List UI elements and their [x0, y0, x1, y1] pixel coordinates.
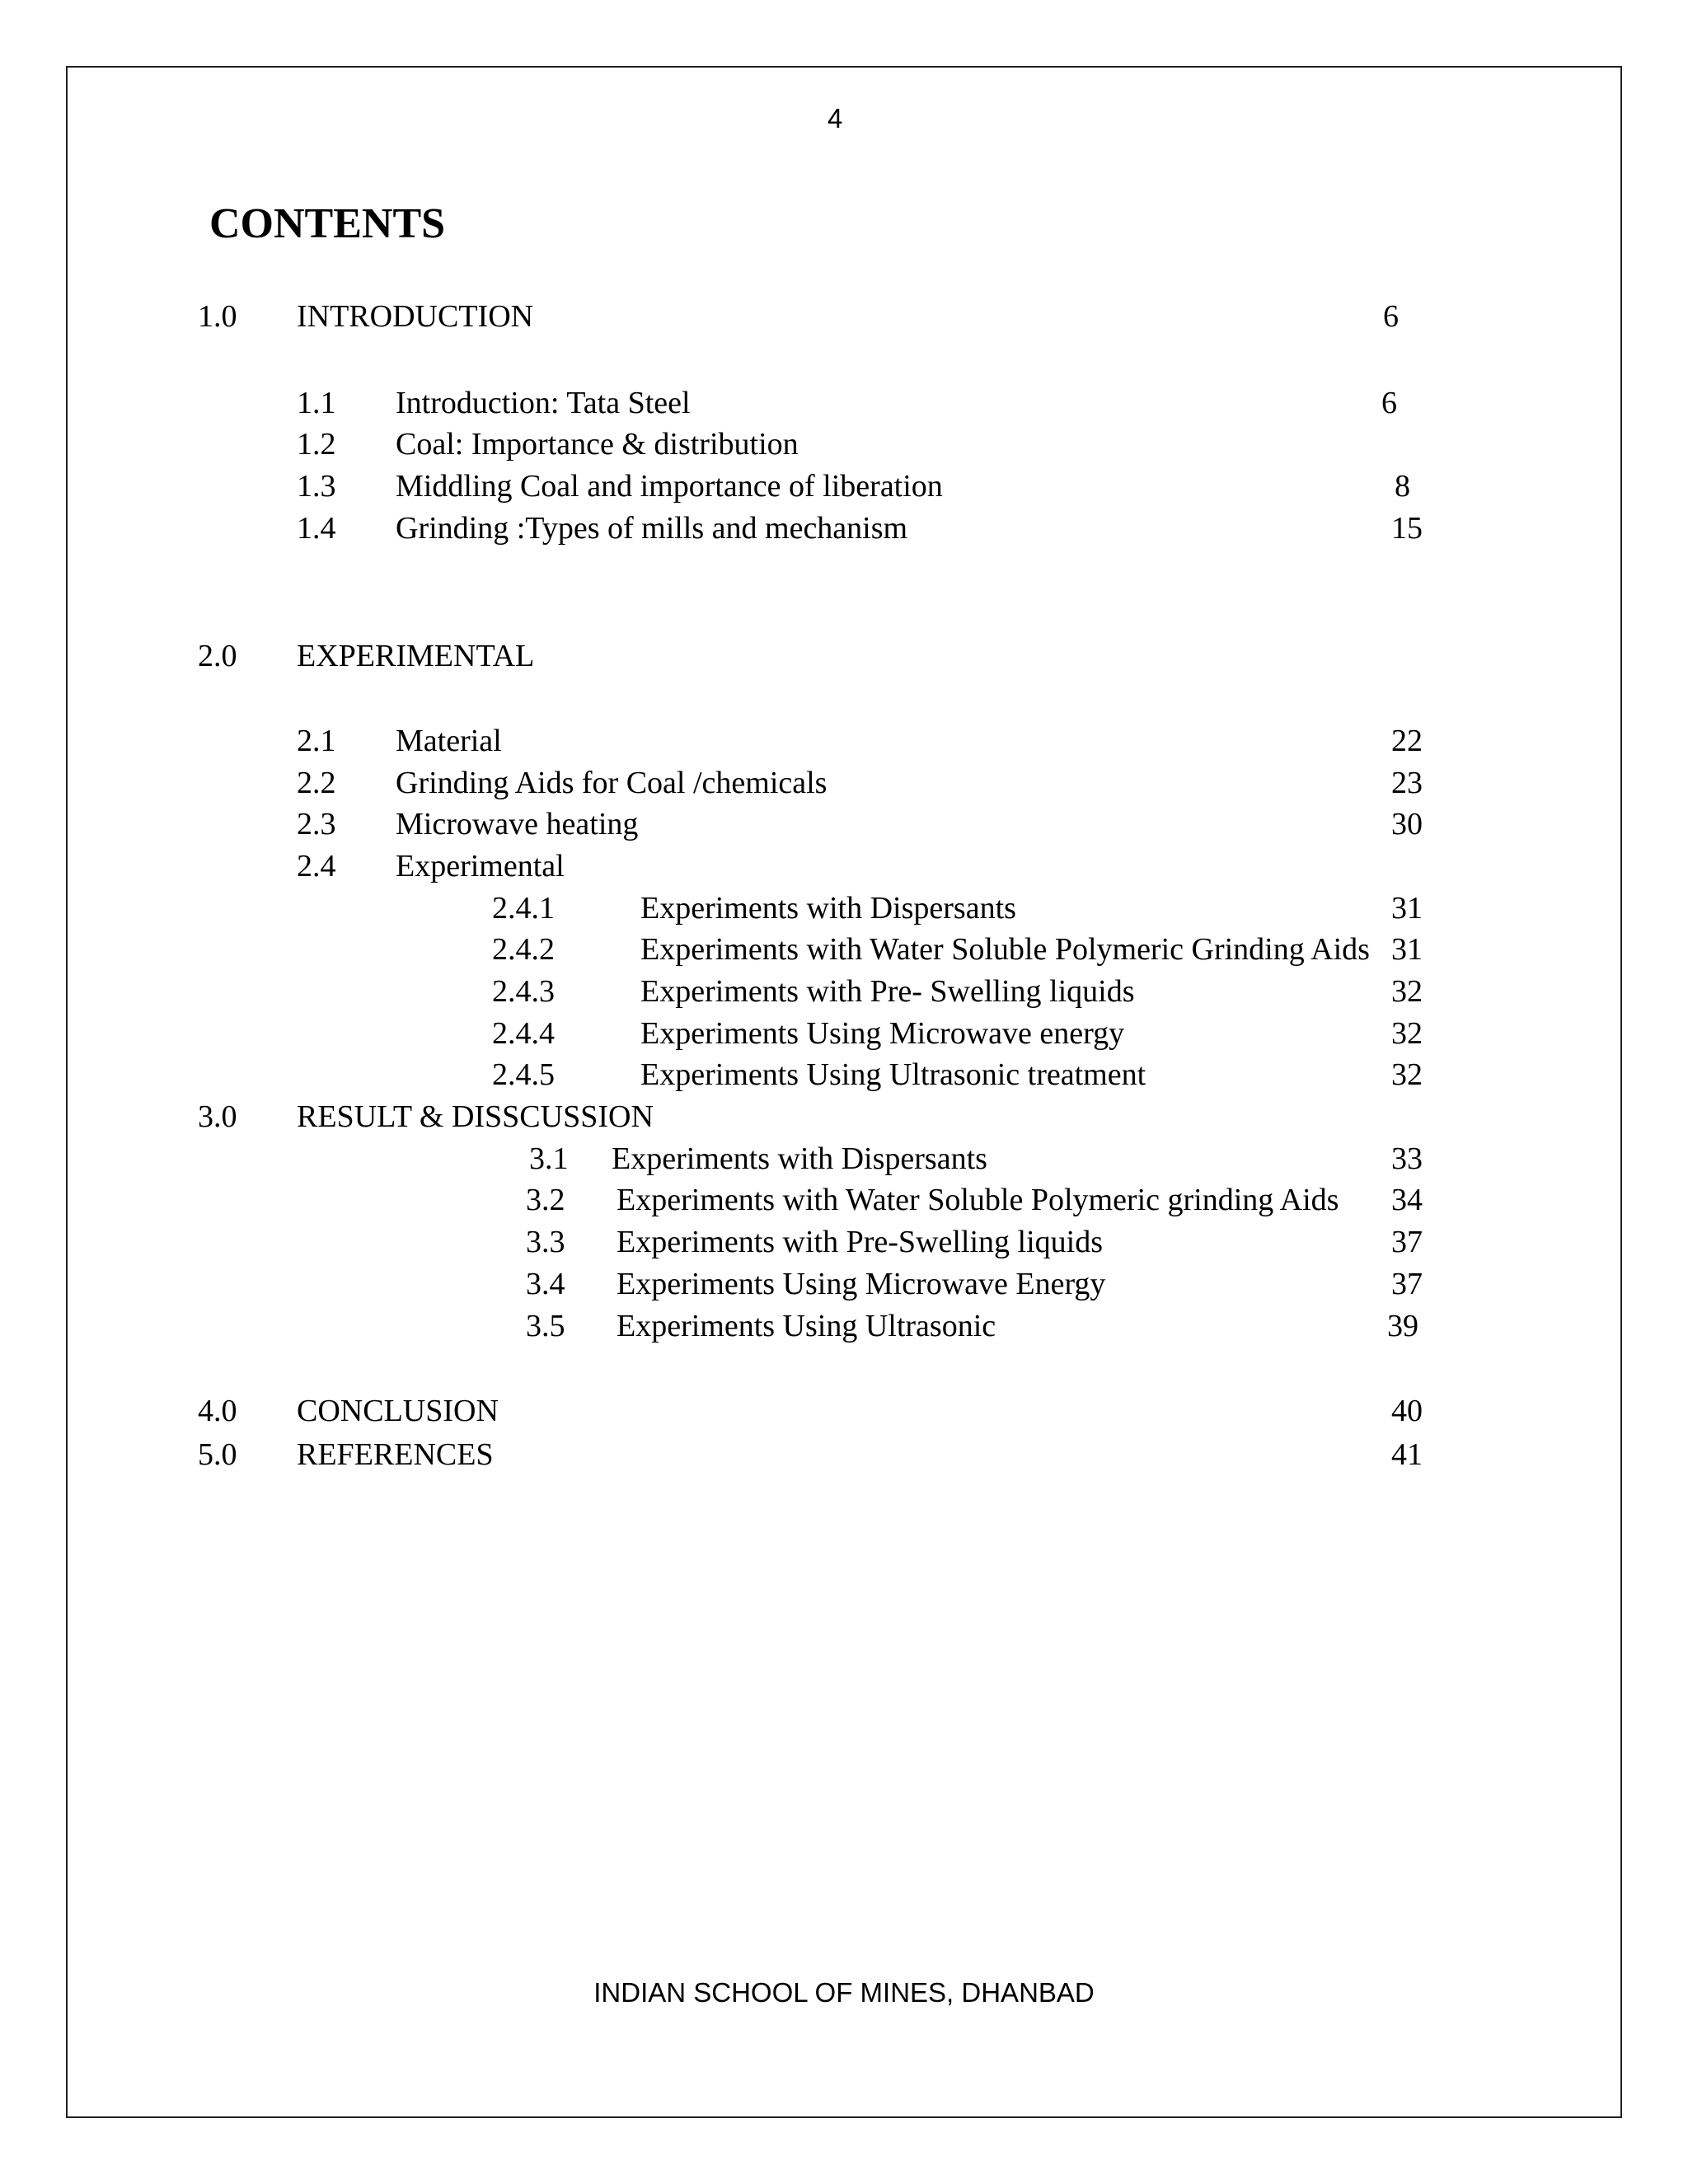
toc-title: REFERENCES	[297, 1437, 494, 1472]
toc-number: 2.4.5	[492, 1057, 555, 1092]
toc-number: 2.4.3	[492, 974, 555, 1009]
toc-title: Experiments Using Ultrasonic	[617, 1309, 996, 1343]
toc-title: RESULT & DISSCUSSION	[297, 1099, 654, 1134]
toc-title: Material	[396, 724, 502, 758]
toc-number: 2.4	[297, 849, 336, 883]
toc-number: 2.1	[297, 724, 336, 758]
toc-title: Experiments with Dispersants	[640, 891, 1016, 926]
toc-page: 23	[1391, 766, 1423, 800]
toc-title: Introduction: Tata Steel	[396, 386, 691, 420]
toc-number: 2.0	[198, 639, 237, 673]
toc-page: 39	[1387, 1309, 1418, 1343]
toc-title: Experiments Using Microwave energy	[640, 1016, 1125, 1051]
toc-title: Microwave heating	[396, 807, 639, 841]
toc-page: 40	[1391, 1394, 1423, 1428]
toc-number: 5.0	[198, 1437, 237, 1472]
toc-number: 2.4.1	[492, 891, 555, 926]
toc-page: 31	[1391, 932, 1423, 967]
toc-number: 3.1	[529, 1141, 569, 1176]
page-number: 4	[828, 103, 843, 134]
toc-number: 2.2	[297, 766, 336, 800]
toc-title: EXPERIMENTAL	[297, 639, 535, 673]
toc-title: Grinding :Types of mills and mechanism	[396, 511, 908, 546]
toc-number: 2.4.4	[492, 1016, 555, 1051]
toc-page: 33	[1391, 1141, 1423, 1176]
toc-number: 4.0	[198, 1394, 237, 1428]
page-title: CONTENTS	[209, 200, 446, 247]
toc-page: 32	[1391, 1016, 1423, 1051]
toc-title: Experiments with Water Soluble Polymeric Grinding Aids	[640, 932, 1370, 967]
toc-page: 30	[1391, 807, 1423, 841]
toc-page: 41	[1391, 1437, 1423, 1472]
toc-title: Experiments Using Microwave Energy	[617, 1267, 1106, 1301]
toc-number: 1.2	[297, 427, 336, 462]
toc-page: 6	[1383, 299, 1399, 334]
toc-number: 3.3	[526, 1225, 565, 1259]
toc-page: 32	[1391, 1057, 1423, 1092]
toc-number: 1.3	[297, 469, 336, 504]
toc-page: 22	[1391, 724, 1423, 758]
toc-title: CONCLUSION	[297, 1394, 499, 1428]
toc-page: 6	[1381, 386, 1397, 420]
toc-page: 37	[1391, 1267, 1423, 1301]
toc-number: 3.4	[526, 1267, 565, 1301]
toc-title: Experiments with Pre- Swelling liquids	[640, 974, 1135, 1009]
toc-number: 1.1	[297, 386, 336, 420]
toc-page: 15	[1391, 511, 1423, 546]
toc-number: 3.0	[198, 1099, 237, 1134]
toc-number: 1.4	[297, 511, 336, 546]
toc-title: Experimental	[396, 849, 565, 883]
page-footer: INDIAN SCHOOL OF MINES, DHANBAD	[593, 1977, 1095, 2008]
toc-title: Middling Coal and importance of liberation	[396, 469, 943, 504]
toc-number: 3.5	[526, 1309, 565, 1343]
toc-page: 31	[1391, 891, 1423, 926]
toc-page: 34	[1391, 1183, 1423, 1217]
toc-page: 8	[1395, 469, 1410, 504]
toc-number: 1.0	[198, 299, 237, 334]
toc-page: 37	[1391, 1225, 1423, 1259]
toc-title: INTRODUCTION	[297, 299, 534, 334]
toc-title: Experiments with Water Soluble Polymeric grinding Aids	[617, 1183, 1339, 1217]
toc-title: Experiments with Pre-Swelling liquids	[617, 1225, 1104, 1259]
toc-page: 32	[1391, 974, 1423, 1009]
toc-number: 3.2	[526, 1183, 565, 1217]
toc-number: 2.3	[297, 807, 336, 841]
toc-number: 2.4.2	[492, 932, 555, 967]
toc-title: Grinding Aids for Coal /chemicals	[396, 766, 828, 800]
toc-title: Experiments Using Ultrasonic treatment	[640, 1057, 1146, 1092]
toc-title: Experiments with Dispersants	[612, 1141, 987, 1176]
toc-title: Coal: Importance & distribution	[396, 427, 799, 462]
